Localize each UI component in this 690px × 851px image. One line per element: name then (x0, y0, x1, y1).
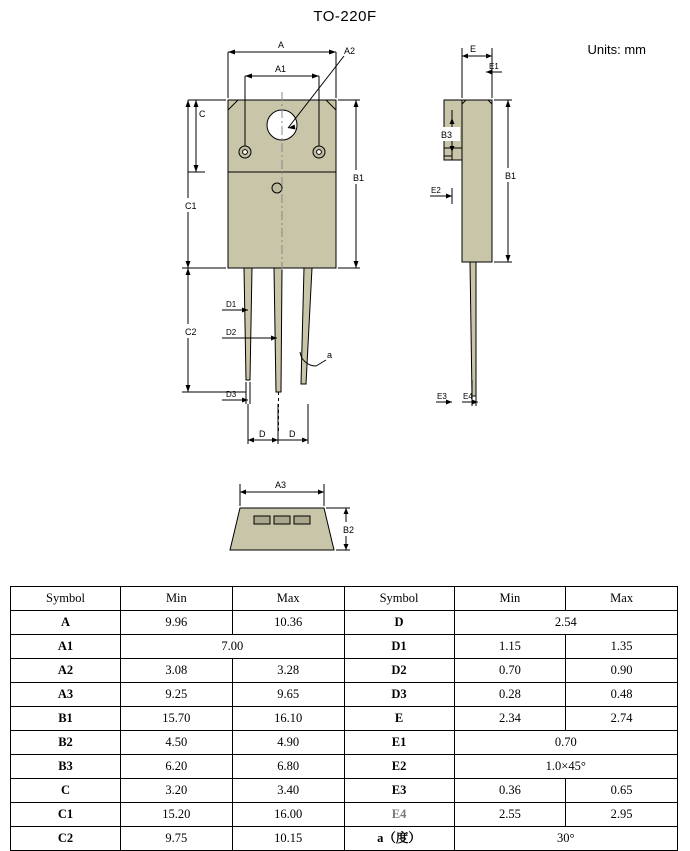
value-span-cell: 2.54 (454, 611, 677, 635)
svg-text:E3: E3 (437, 392, 447, 401)
symbol-cell: D (344, 611, 454, 635)
symbol-cell: A2 (11, 659, 121, 683)
max-cell: 16.10 (232, 707, 344, 731)
dim-B1-front (338, 100, 371, 268)
symbol-cell: A1 (11, 635, 121, 659)
svg-text:B1: B1 (505, 171, 517, 181)
bottom-view-body (230, 508, 334, 550)
table-row (11, 611, 678, 635)
table-row (11, 731, 678, 755)
symbol-cell: D1 (344, 635, 454, 659)
side-view-body (444, 100, 492, 396)
dim-D-pitch (248, 404, 308, 444)
svg-text:E1: E1 (489, 62, 499, 71)
svg-text:E2: E2 (431, 186, 441, 195)
symbol-cell: E (344, 707, 454, 731)
max-cell: 3.28 (232, 659, 344, 683)
dim-E3-E4 (436, 380, 478, 406)
dim-D1 (222, 300, 248, 313)
value-span-cell: 30° (454, 827, 677, 851)
table-row (11, 683, 678, 707)
min-cell: 15.70 (120, 707, 232, 731)
max-cell: 9.65 (232, 683, 344, 707)
max-cell: 6.80 (232, 755, 344, 779)
dim-B1-side (494, 100, 523, 262)
col-header-max-left: Max (232, 587, 344, 611)
svg-text:D: D (259, 429, 266, 439)
svg-text:a: a (327, 350, 333, 360)
min-cell: 2.34 (454, 707, 566, 731)
svg-text:C2: C2 (185, 327, 197, 337)
svg-text:D1: D1 (226, 300, 237, 309)
symbol-cell: B2 (11, 731, 121, 755)
dim-E2-side (430, 186, 452, 204)
min-cell: 2.55 (454, 803, 566, 827)
col-header-symbol-right: Symbol (344, 587, 454, 611)
symbol-cell: B3 (11, 755, 121, 779)
min-cell: 0.36 (454, 779, 566, 803)
min-cell: 3.08 (120, 659, 232, 683)
min-cell: 15.20 (120, 803, 232, 827)
units-note: Units: mm (587, 42, 646, 57)
symbol-cell: E3 (344, 779, 454, 803)
col-header-symbol-left: Symbol (11, 587, 121, 611)
max-cell: 3.40 (232, 779, 344, 803)
min-cell: 0.28 (454, 683, 566, 707)
max-cell: 0.65 (566, 779, 678, 803)
svg-text:D3: D3 (226, 390, 237, 399)
dim-E1-side (486, 62, 502, 75)
symbol-cell: C2 (11, 827, 121, 851)
value-span-cell: 0.70 (454, 731, 677, 755)
dim-C2 (182, 268, 246, 392)
min-cell: 9.96 (120, 611, 232, 635)
svg-text:A: A (278, 40, 285, 50)
symbol-cell: C (11, 779, 121, 803)
table-row (11, 827, 678, 851)
min-cell: 3.20 (120, 779, 232, 803)
svg-text:B1: B1 (353, 173, 365, 183)
value-span-cell: 7.00 (120, 635, 344, 659)
svg-text:A2: A2 (344, 46, 356, 56)
front-view-leads (244, 268, 312, 392)
dimension-table (10, 586, 678, 851)
max-cell: 10.36 (232, 611, 344, 635)
dim-D3 (222, 382, 250, 404)
table-row (11, 659, 678, 683)
col-header-min-left: Min (120, 587, 232, 611)
svg-text:D2: D2 (226, 328, 237, 337)
svg-text:A1: A1 (275, 64, 287, 74)
min-cell: 9.25 (120, 683, 232, 707)
symbol-cell: D3 (344, 683, 454, 707)
svg-text:D: D (289, 429, 296, 439)
min-cell: 1.15 (454, 635, 566, 659)
dim-C (188, 100, 226, 172)
symbol-cell: E4 (344, 803, 454, 827)
col-header-min-right: Min (454, 587, 566, 611)
dim-A3 (240, 480, 324, 506)
max-cell: 4.90 (232, 731, 344, 755)
min-cell: 6.20 (120, 755, 232, 779)
max-cell: 16.00 (232, 803, 344, 827)
svg-text:E4: E4 (463, 392, 473, 401)
table-row (11, 635, 678, 659)
value-span-cell: 1.0×45° (454, 755, 677, 779)
col-header-max-right: Max (566, 587, 678, 611)
svg-text:E: E (470, 44, 477, 54)
svg-text:B2: B2 (343, 525, 355, 535)
table-row (11, 707, 678, 731)
max-cell: 0.90 (566, 659, 678, 683)
min-cell: 4.50 (120, 731, 232, 755)
max-cell: 2.95 (566, 803, 678, 827)
symbol-cell: a（度） (344, 827, 454, 851)
symbol-cell: A3 (11, 683, 121, 707)
svg-text:C1: C1 (185, 201, 197, 211)
symbol-cell: E2 (344, 755, 454, 779)
symbol-cell: A (11, 611, 121, 635)
dim-E-side (462, 44, 492, 98)
page-title: TO-220F (313, 8, 377, 25)
dim-C1 (182, 100, 226, 268)
table-header-row (11, 587, 678, 611)
symbol-cell: C1 (11, 803, 121, 827)
max-cell: 0.48 (566, 683, 678, 707)
symbol-cell: B1 (11, 707, 121, 731)
svg-text:A3: A3 (275, 480, 287, 490)
max-cell: 2.74 (566, 707, 678, 731)
table-row (11, 755, 678, 779)
symbol-cell: E1 (344, 731, 454, 755)
max-cell: 1.35 (566, 635, 678, 659)
min-cell: 0.70 (454, 659, 566, 683)
min-cell: 9.75 (120, 827, 232, 851)
table-row (11, 803, 678, 827)
table-row (11, 779, 678, 803)
max-cell: 10.15 (232, 827, 344, 851)
svg-text:C: C (199, 109, 206, 119)
svg-text:B3: B3 (441, 130, 453, 140)
symbol-cell: D2 (344, 659, 454, 683)
